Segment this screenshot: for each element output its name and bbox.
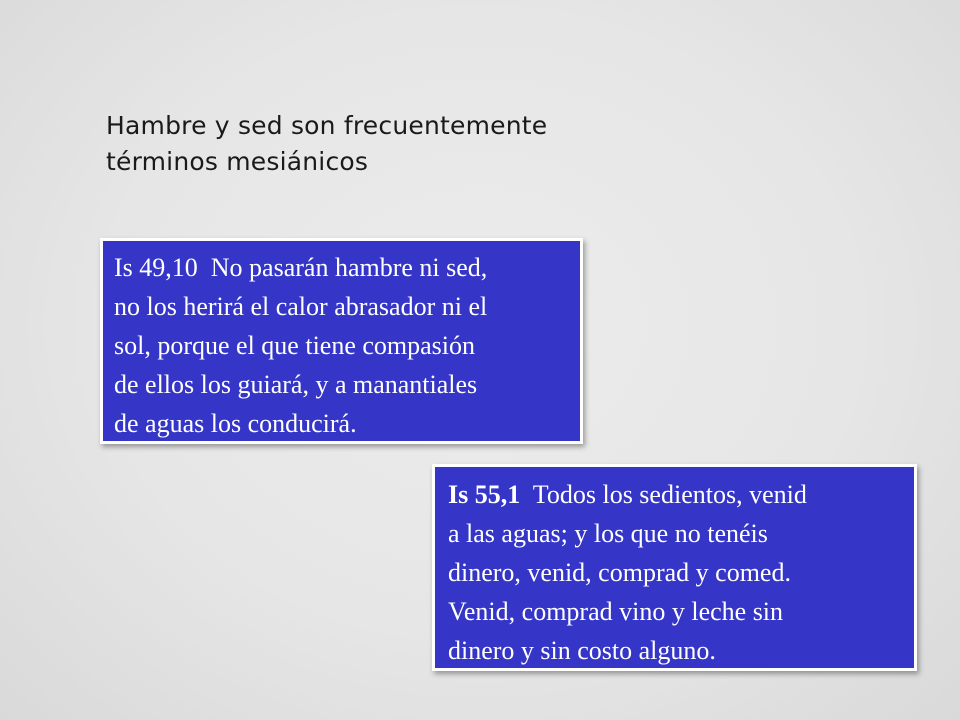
quote-reference: Is 55,1 — [448, 480, 521, 509]
quote-line: dinero, venid, comprad y comed. — [448, 558, 791, 587]
quote-line: de aguas los conducirá. — [114, 409, 357, 438]
quote-text: No pasarán hambre ni sed, — [197, 253, 488, 282]
quote-line: a las aguas; y los que no tenéis — [448, 519, 768, 548]
quote-line: de ellos los guiará, y a manantiales — [114, 370, 478, 399]
quote-line: no los herirá el calor abrasador ni el — [114, 292, 488, 321]
slide-title-line-1: Hambre y sed son frecuentemente — [106, 111, 548, 140]
slide-title — [106, 108, 666, 180]
quote-box-is-55-1 — [432, 464, 917, 671]
slide-title-line-2: términos mesiánicos — [106, 147, 369, 176]
quote-line — [448, 475, 904, 514]
quote-line: sol, porque el que tiene compasión — [114, 331, 476, 360]
quote-box-is-49-10 — [100, 238, 583, 444]
quote-line — [114, 248, 570, 287]
quote-text: Todos los sedientos, venid — [520, 480, 807, 509]
quote-reference: Is 49,10 — [114, 253, 198, 282]
quote-line: Venid, comprad vino y leche sin — [448, 597, 784, 626]
quote-line: dinero y sin costo alguno. — [448, 636, 716, 665]
